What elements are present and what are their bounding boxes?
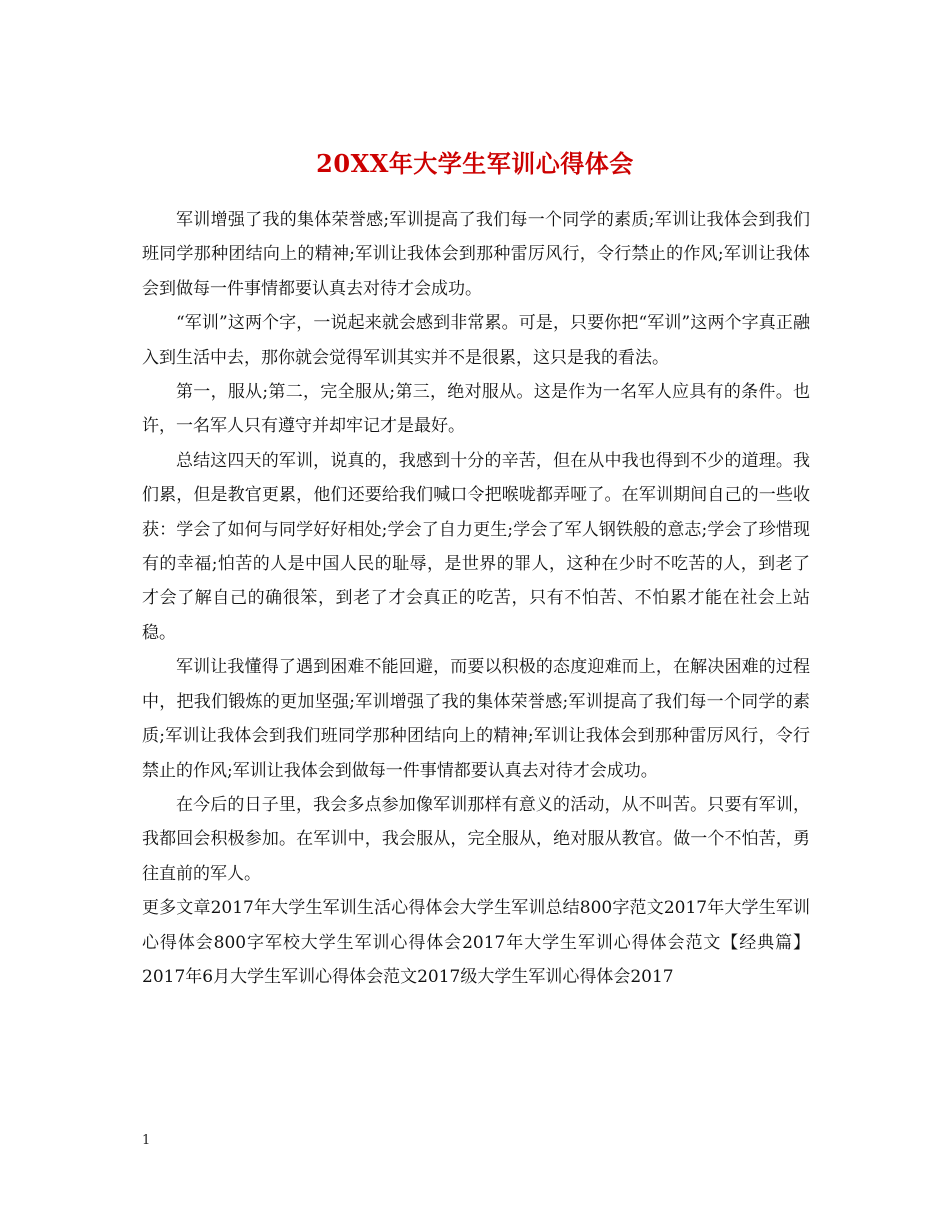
page-number: 1 bbox=[142, 1133, 151, 1148]
paragraph-3: 第一，服从;第二，完全服从;第三，绝对服从。这是作为一名军人应具有的条件。也许，一名军人只有遵守并却牢记才是最好。 bbox=[142, 382, 810, 437]
document-body bbox=[142, 203, 810, 994]
more-articles: 更多文章2017年大学生军训生活心得体会大学生军训总结800字范文2017年大学生军训心得体会800字军校大学生军训心得体会2017年大学生军训心得体会范文【经典篇】2017年6月大学生军训心得体会范文2017级大学生军训心得体会2017 bbox=[142, 898, 810, 987]
paragraph-2: “军训”这两个字，一说起来就会感到非常累。可是，只要你把“军训”这两个字真正融入到生活中去，那你就会觉得军训其实并不是很累，这只是我的看法。 bbox=[142, 313, 810, 368]
paragraph-6: 在今后的日子里，我会多点参加像军训那样有意义的活动，从不叫苦。只要有军训，我都回会积极参加。在军训中，我会服从，完全服从，绝对服从教官。做一个不怕苦，勇往直前的军人。 bbox=[142, 794, 810, 884]
paragraph-1: 军训增强了我的集体荣誉感;军训提高了我们每一个同学的素质;军训让我体会到我们班同学那种团结向上的精神;军训让我体会到那种雷厉风行，令行禁止的作风;军训让我体会到做每一件事情都要认真去对待才会成功。 bbox=[142, 210, 810, 299]
paragraph-4: 总结这四天的军训，说真的，我感到十分的辛苦，但在从中我也得到不少的道理。我们累，但是教官更累，他们还要给我们喊口令把喉咙都弄哑了。在军训期间自己的一些收获：学会了如何与同学好好相处;学会了自力更生;学会了军人钢铁般的意志;学会了珍惜现有的幸福;怕苦的人是中国人民的耻辱，是世界的罪人，这种在少时不吃苦的人，到老了才会了解自己的确很笨，到老了才会真正的吃苦，只有不怕苦、不怕累才能在社会上站稳。 bbox=[142, 450, 810, 643]
paragraph-5: 军训让我懂得了遇到困难不能回避，而要以积极的态度迎难而上，在解决困难的过程中，把我们锻炼的更加坚强;军训增强了我的集体荣誉感;军训提高了我们每一个同学的素质;军训让我体会到我们班同学那种团结向上的精神;军训让我体会到那种雷厉风行，令行禁止的作风;军训让我体会到做每一件事情都要认真去对待才会成功。 bbox=[142, 657, 810, 781]
page-title: 20XX年大学生军训心得体会 bbox=[316, 149, 634, 179]
